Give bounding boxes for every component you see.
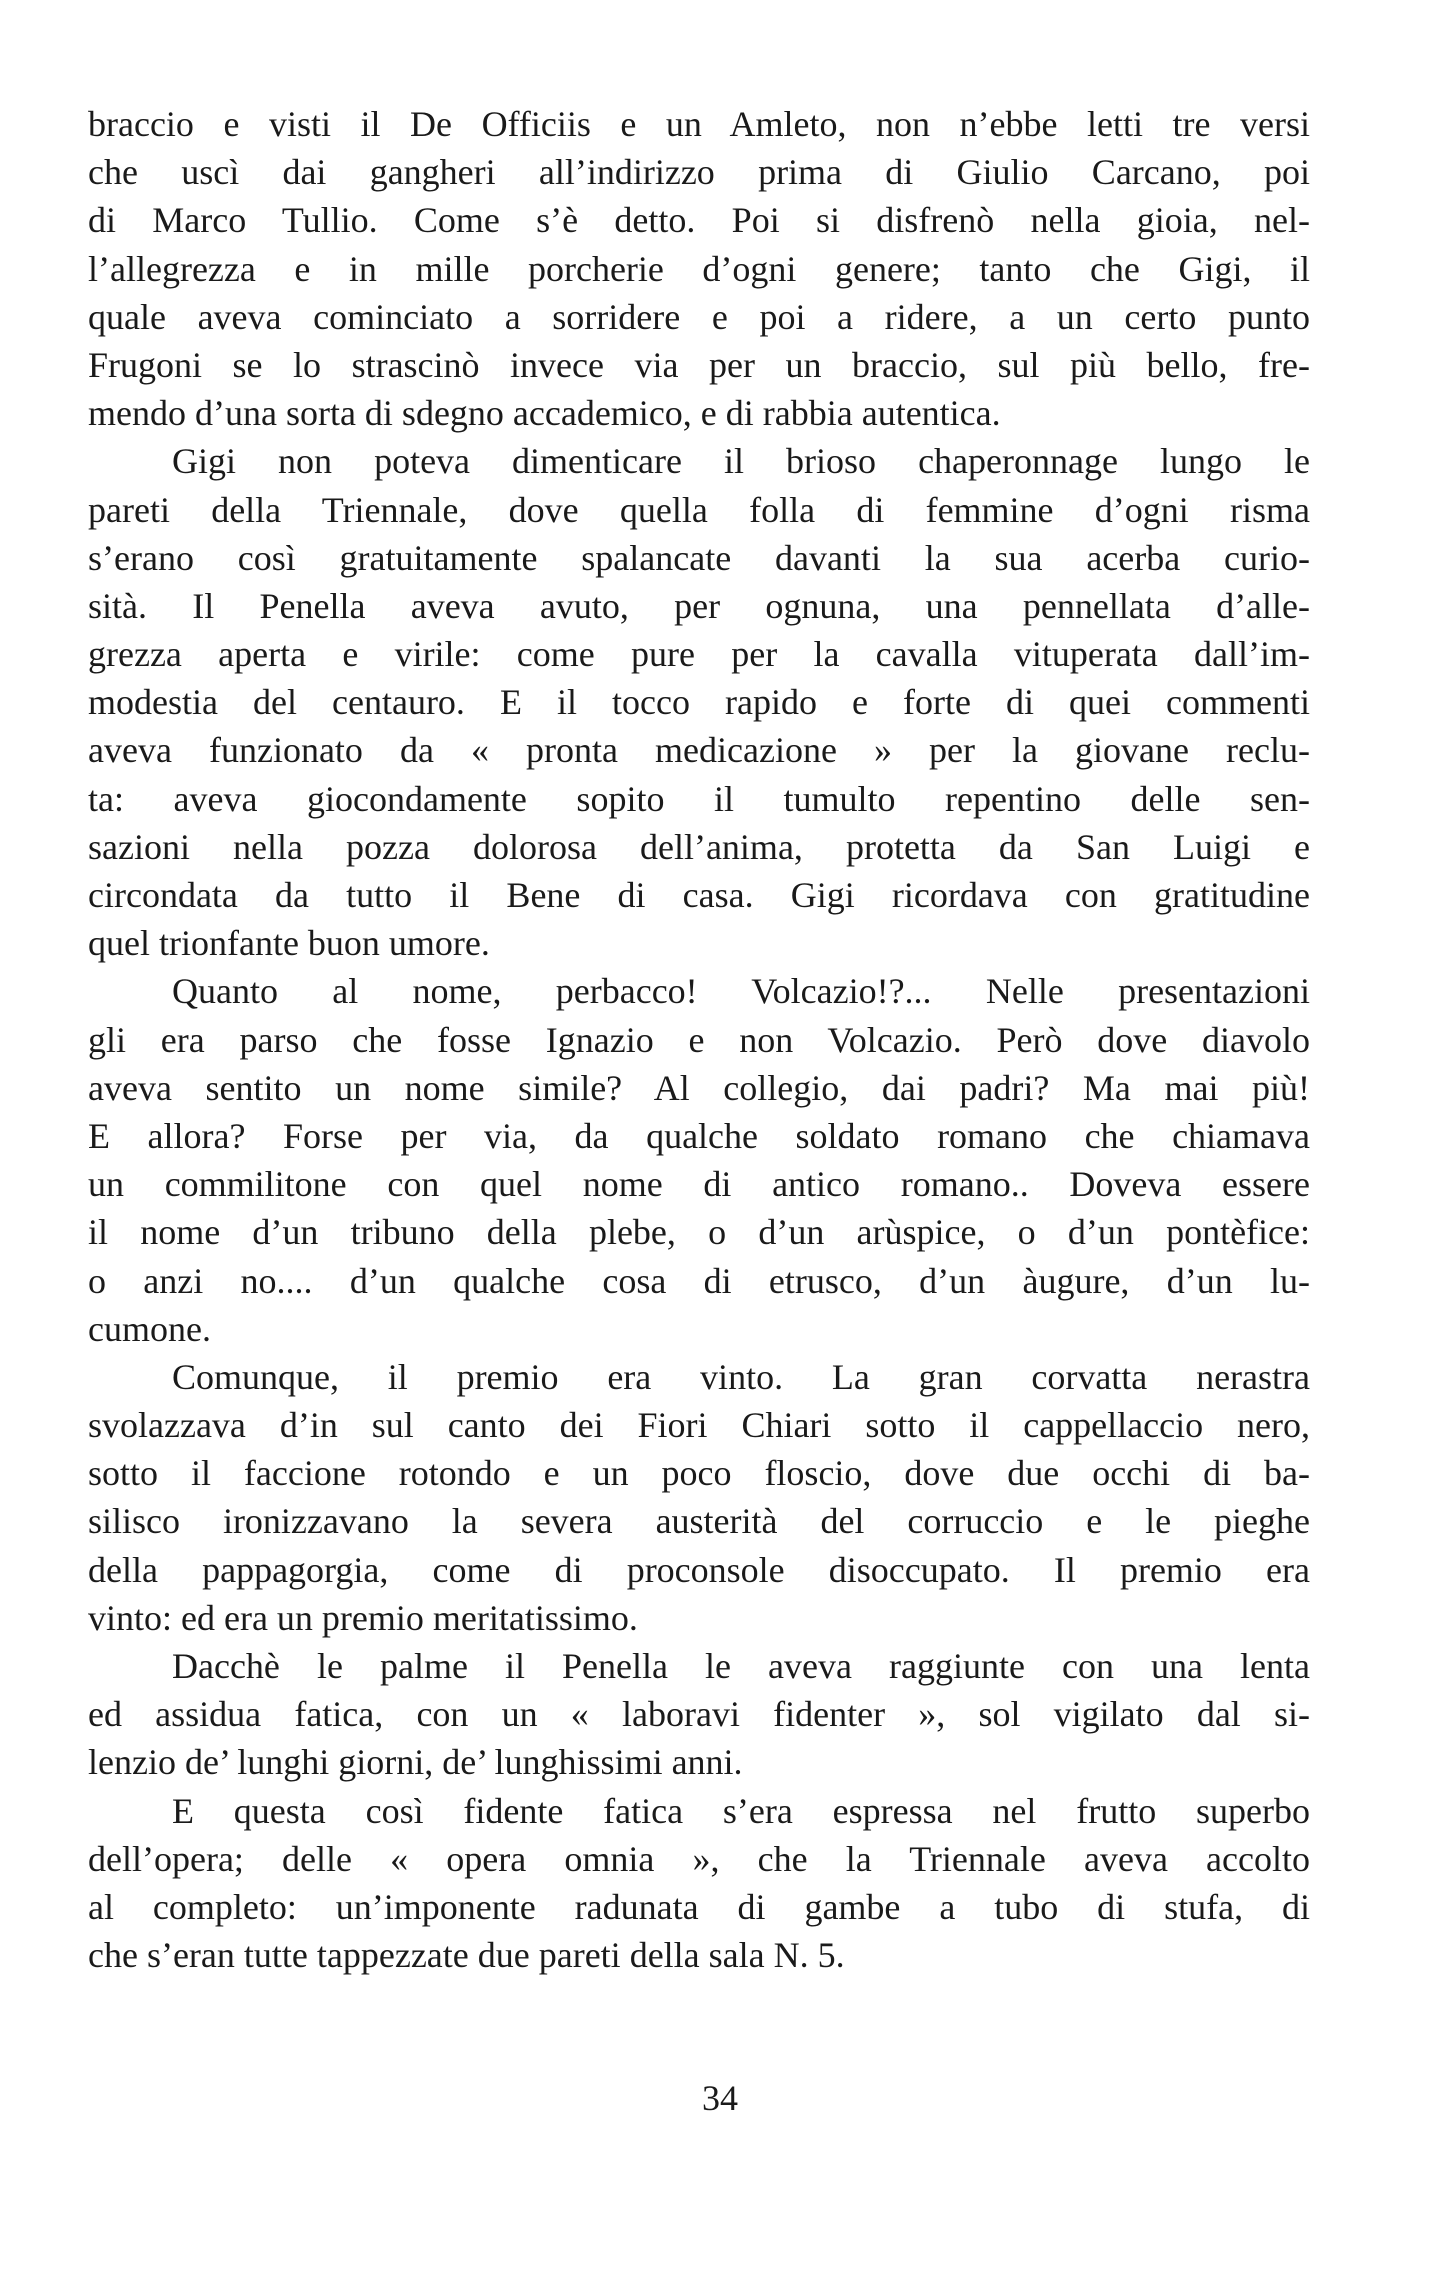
text-line: ta: aveva giocondamente sopito il tumulto repentino delle sen- <box>88 778 1310 819</box>
text-line: mendo d’una sorta di sdegno accademico, e di rabbia autentica. <box>88 393 1001 434</box>
text-line: circondata da tutto il Bene di casa. Gigi ricordava con gratitudine <box>88 875 1310 915</box>
text-line: della pappagorgia, come di proconsole disoccupato. Il premio era <box>88 1549 1310 1590</box>
text-line: quel trionfante buon umore. <box>88 923 490 964</box>
text-line: braccio e visti il De Officiis e un Amleto, non n’ebbe letti tre versi <box>88 104 1310 144</box>
text-line: che s’eran tutte tappezzate due pareti della sala N. 5. <box>88 1935 845 1976</box>
text-line: Dacchè le palme il Penella le aveva raggiunte con una lenta <box>172 1646 1310 1686</box>
text-line: svolazzava d’in sul canto dei Fiori Chiari sotto il cappellaccio nero, <box>88 1405 1310 1446</box>
text-line: il nome d’un tribuno della plebe, o d’un arùspice, o d’un pontèfice: <box>88 1212 1310 1253</box>
text-line: modestia del centauro. E il tocco rapido e forte di quei commenti <box>88 682 1310 723</box>
text-line: s’erano così gratuitamente spalancate davanti la sua acerba curio- <box>88 537 1310 578</box>
text-line: silisco ironizzavano la severa austerità del corruccio e le pieghe <box>88 1501 1310 1542</box>
text-line: vinto: ed era un premio meritatissimo. <box>88 1597 638 1638</box>
text-line: aveva funzionato da « pronta medicazione » per la giovane reclu- <box>88 730 1310 771</box>
page-number: 34 <box>702 2078 738 2118</box>
text-line: sotto il faccione rotondo e un poco floscio, dove due occhi di ba- <box>88 1453 1310 1494</box>
text-line: Gigi non poteva dimenticare il brioso chaperonnage lungo le <box>172 441 1310 482</box>
text-line: sazioni nella pozza dolorosa dell’anima, protetta da San Luigi e <box>88 826 1310 867</box>
text-line: un commilitone con quel nome di antico romano.. Doveva essere <box>88 1164 1310 1205</box>
text-line: cumone. <box>88 1308 211 1349</box>
text-line: aveva sentito un nome simile? Al collegio, dai padri? Ma mai più! <box>88 1067 1310 1108</box>
text-line: pareti della Triennale, dove quella folla di femmine d’ogni risma <box>88 489 1310 530</box>
text-line: Frugoni se lo strascinò invece via per un braccio, sul più bello, fre- <box>88 344 1310 385</box>
text-line: Quanto al nome, perbacco! Volcazio!?... Nelle presentazioni <box>172 971 1310 1012</box>
text-line: ed assidua fatica, con un « laboravi fidenter », sol vigilato dal si- <box>88 1694 1310 1735</box>
text-line: di Marco Tullio. Come s’è detto. Poi si disfrenò nella gioia, nel- <box>88 200 1310 241</box>
text-line: dell’opera; delle « opera omnia », che la Triennale aveva accolto <box>88 1838 1310 1879</box>
text-line: gli era parso che fosse Ignazio e non Volcazio. Però dove diavolo <box>88 1019 1310 1060</box>
text-line: E questa così fidente fatica s’era espressa nel frutto superbo <box>172 1790 1310 1831</box>
text-line: che uscì dai gangheri all’indirizzo prima di Giulio Carcano, poi <box>88 152 1310 193</box>
text-line: sità. Il Penella aveva avuto, per ognuna, una pennellata d’alle- <box>88 585 1310 626</box>
text-line: quale aveva cominciato a sorridere e poi a ridere, a un certo punto <box>88 296 1310 337</box>
text-line: o anzi no.... d’un qualche cosa di etrusco, d’un àugure, d’un lu- <box>88 1260 1310 1301</box>
text-line: al completo: un’imponente radunata di gambe a tubo di stufa, di <box>88 1886 1310 1927</box>
text-line: Comunque, il premio era vinto. La gran corvatta nerastra <box>172 1356 1310 1397</box>
text-line: E allora? Forse per via, da qualche soldato romano che chiamava <box>88 1115 1310 1156</box>
text-line: l’allegrezza e in mille porcherie d’ogni genere; tanto che Gigi, il <box>88 248 1310 289</box>
text-line: grezza aperta e virile: come pure per la cavalla vituperata dall’im- <box>88 634 1310 675</box>
text-line: lenzio de’ lunghi giorni, de’ lunghissimi anni. <box>88 1742 743 1783</box>
text-body <box>88 100 1310 1979</box>
